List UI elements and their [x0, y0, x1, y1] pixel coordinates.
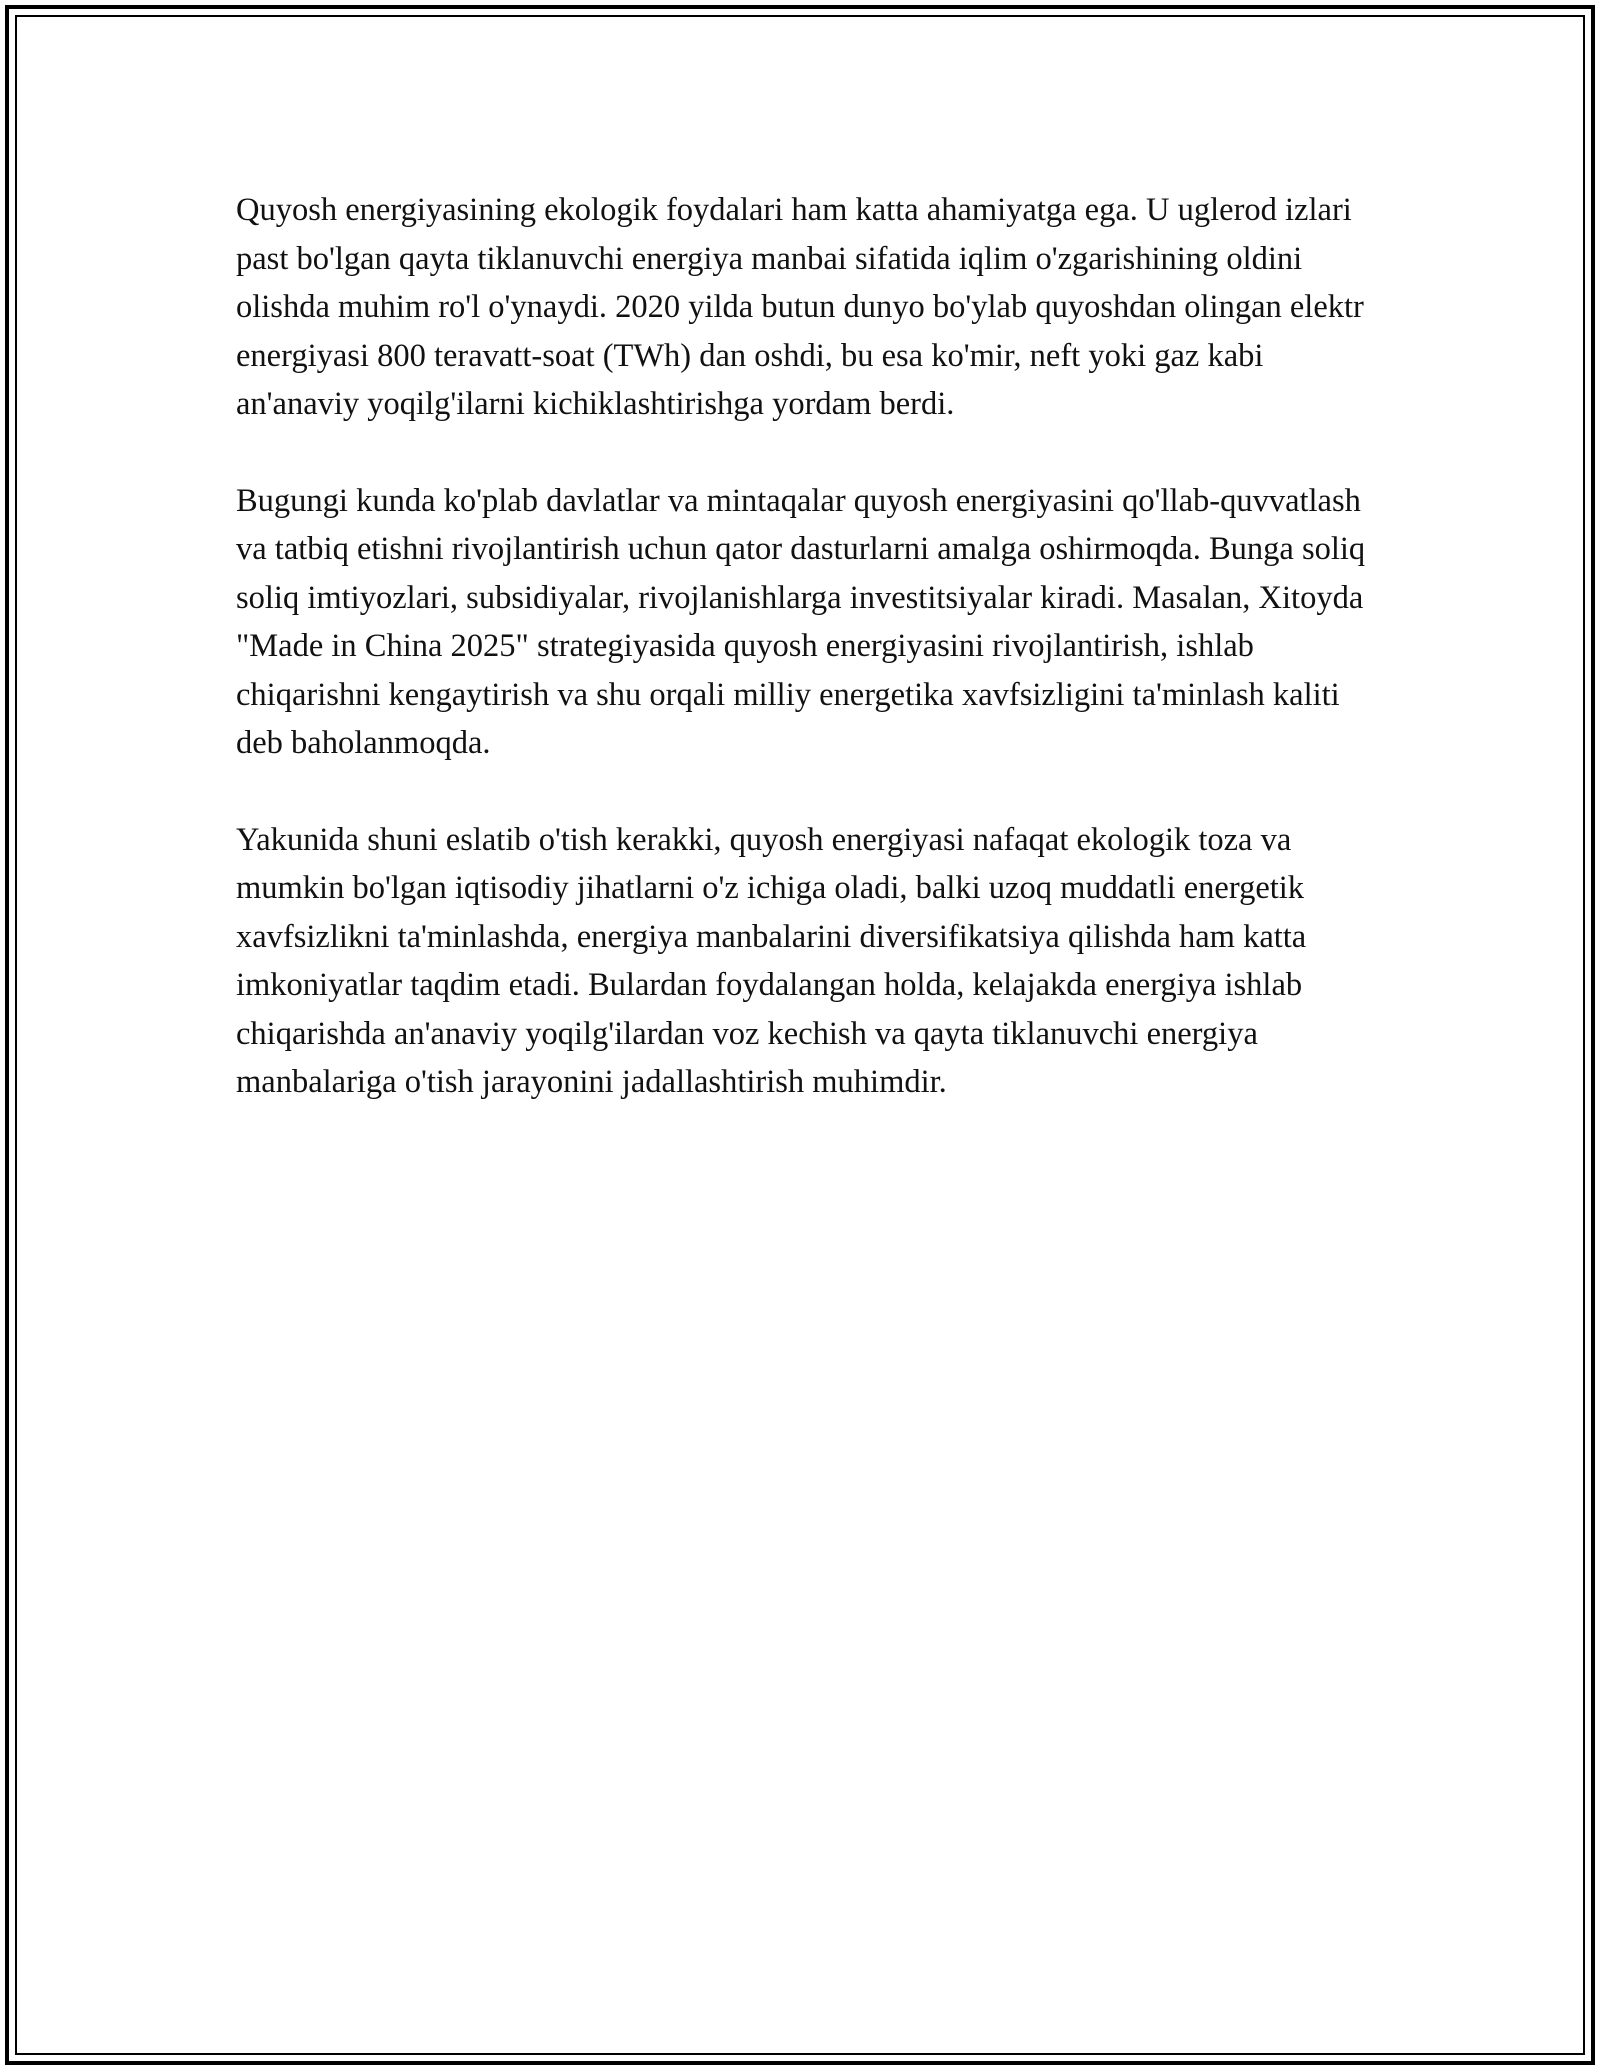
paragraph-ecological-benefits: Quyosh energiyasining ekologik foydalari ham katta ahamiyatga ega. U uglerod izlari past bo'lgan qayta tiklanuvchi energiya manbai sifatida iqlim o'zgarishining oldini olishda muhim ro'l o'ynaydi. 2020 yilda butun dunyo bo'ylab quyoshdan olingan elektr energiyasi 800 teravatt-soat (TWh) dan oshdi, bu esa ko'mir, neft yoki gaz kabi an'anaviy yoqilg'ilarni kichiklashtirishga yordam berdi. — [236, 192, 1364, 422]
document-body — [236, 186, 1376, 1155]
paragraph-conclusion: Yakunida shuni eslatib o'tish kerakki, quyosh energiyasi nafaqat ekologik toza va mumkin bo'lgan iqtisodiy jihatlarni o'z ichiga oladi, balki uzoq muddatli energetik xavfsizlikni ta'minlashda, energiya manbalarini diversifikatsiya qilishda ham katta imkoniyatlar taqdim etadi. Bulardan foydalangan holda, kelajakda energiya ishlab chiqarishda an'anaviy yoqilg'ilardan voz kechish va qayta tiklanuvchi energiya manbalariga o'tish jarayonini jadallashtirish muhimdir. — [236, 821, 1307, 1100]
paragraph-government-support: Bugungi kunda ko'plab davlatlar va mintaqalar quyosh energiyasini qo'llab-quvvatlash va tatbiq etishni rivojlantirish uchun qator dasturlarni amalga oshirmoqda. Bunga soliq soliq imtiyozlari, subsidiyalar, rivojlanishlarga investitsiyalar kiradi. Masalan, Xitoyda "Made in China 2025" strategiyasida quyosh energiyasini rivojlantirish, ishlab chiqarishni kengaytirish va shu orqali milliy energetika xavfsizligini ta'minlash kaliti deb baholanmoqda. — [236, 482, 1366, 761]
